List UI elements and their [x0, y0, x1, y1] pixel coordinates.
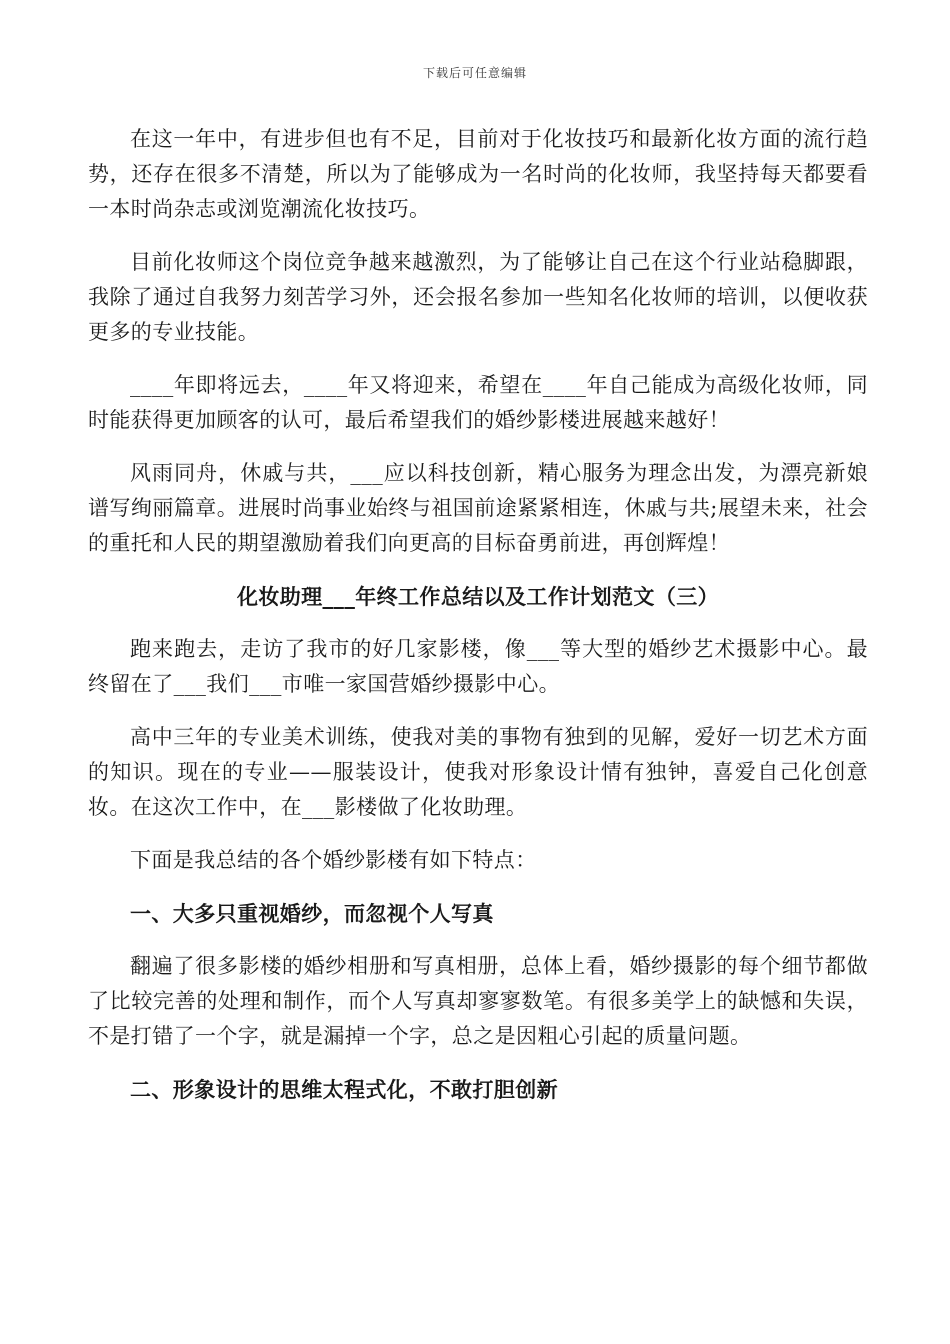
paragraph-competition: 目前化妆师这个岗位竞争越来越激烈，为了能够让自己在这个行业站稳脚跟，我除了通过自我努力刻苦学习外，还会报名参加一些知名化妆师的培训，以便收获更多的专业技能。	[88, 250, 868, 344]
paragraph-background: 高中三年的专业美术训练，使我对美的事物有独到的见解，爱好一切艺术方面的知识。现在的专业——服装设计，使我对形象设计情有独钟，喜爱自己化创意妆。在这次工作中，在___影楼做了化妆助理。	[88, 725, 868, 819]
page-header: 下载后可任意编辑	[422, 66, 527, 80]
section-title: 化妆助理___年终工作总结以及工作计划范文（三）	[236, 584, 720, 609]
paragraph-hope: ____年即将远去，____年又将迎来，希望在____年自己能成为高级化妆师，同时能获得更加顾客的认可，最后希望我们的婚纱影楼进展越来越好！	[88, 373, 868, 432]
paragraph-vision: 风雨同舟，休戚与共，___应以科技创新，精心服务为理念出发，为漂亮新娘谱写绚丽篇章。进展时尚事业始终与祖国前途紧紧相连，休戚与共;展望未来，社会的重托和人民的期望激励着我们向更高的目标奋勇前进，再创辉煌！	[88, 461, 868, 555]
paragraph-albums: 翻遍了很多影楼的婚纱相册和写真相册，总体上看，婚纱摄影的每个细节都做了比较完善的处理和制作，而个人写真却寥寥数笔。有很多美学上的缺憾和失误，不是打错了一个字，就是漏掉一个字，总之是因粗心引起的质量问题。	[88, 954, 868, 1048]
paragraph-visits: 跑来跑去，走访了我市的好几家影楼，像___等大型的婚纱艺术摄影中心。最终留在了___我们___市唯一家国营婚纱摄影中心。	[88, 637, 868, 696]
document-body	[88, 122, 868, 1125]
sub-heading-two: 二、形象设计的思维太程式化，不敢打胆创新	[130, 1077, 558, 1102]
paragraph-progress: 在这一年中，有进步但也有不足，目前对于化妆技巧和最新化妆方面的流行趋势，还存在很多不清楚，所以为了能够成为一名时尚的化妆师，我坚持每天都要看一本时尚杂志或浏览潮流化妆技巧。	[88, 127, 868, 221]
paragraph-summary-intro: 下面是我总结的各个婚纱影楼有如下特点：	[130, 848, 537, 872]
sub-heading-one: 一、大多只重视婚纱，而忽视个人写真	[130, 901, 494, 926]
